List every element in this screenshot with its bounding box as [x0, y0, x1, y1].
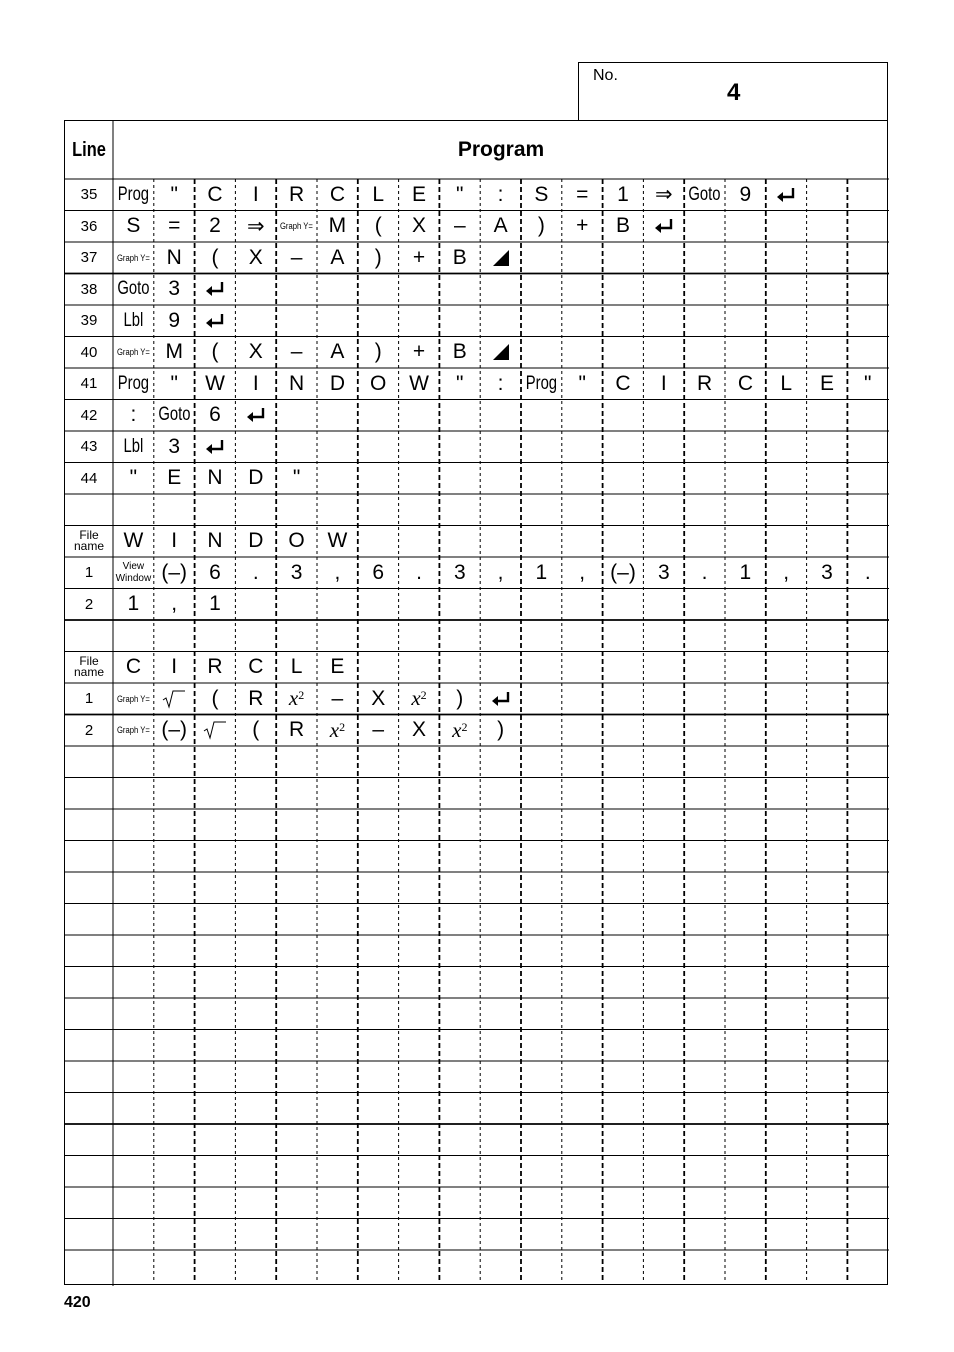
- program-char: O: [288, 529, 305, 553]
- graph-command: Graph Y=: [116, 725, 150, 736]
- program-char: L: [372, 182, 385, 206]
- superscript-two: 2: [339, 719, 346, 734]
- line-label: [65, 778, 113, 810]
- line-label: 44: [80, 469, 98, 487]
- line-label: [65, 1061, 113, 1093]
- line-label: File name: [73, 654, 105, 680]
- program-char: 3: [168, 277, 181, 301]
- program-char: 1: [739, 560, 752, 584]
- program-char: D: [248, 466, 264, 490]
- program-char: I: [171, 529, 178, 553]
- program-char: –: [290, 340, 303, 364]
- command-keyword: Prog: [525, 372, 558, 394]
- program-char: N: [207, 466, 223, 490]
- line-label: [65, 935, 113, 967]
- program-char: 3: [821, 560, 833, 584]
- program-char: 3: [290, 560, 303, 584]
- program-char: +: [576, 214, 589, 238]
- line-label: [65, 746, 113, 778]
- x-squared-symbol: [439, 716, 480, 746]
- command-keyword: Lbl: [123, 435, 144, 457]
- line-label: 36: [80, 217, 98, 235]
- display-icon: [480, 338, 521, 368]
- program-char: R: [207, 655, 223, 679]
- program-char: (: [211, 245, 219, 269]
- line-label: 35: [80, 186, 98, 204]
- program-char: ,: [334, 560, 341, 584]
- program-char: :: [497, 182, 504, 206]
- number-box: [578, 62, 888, 120]
- program-char: (: [374, 214, 382, 238]
- program-char: R: [248, 686, 264, 710]
- line-label: [65, 494, 113, 526]
- program-char: N: [166, 245, 182, 269]
- program-char: (–): [610, 560, 636, 584]
- program-char: C: [207, 182, 223, 206]
- program-char: S: [534, 182, 549, 206]
- program-char: 2: [209, 214, 221, 238]
- program-char: L: [780, 371, 793, 395]
- program-char: B: [452, 340, 467, 364]
- newline-icon: [643, 212, 684, 242]
- line-label: 42: [80, 406, 98, 424]
- newline-icon: [195, 306, 236, 336]
- program-char: C: [615, 371, 631, 395]
- program-char: (: [252, 718, 260, 742]
- program-char: 6: [372, 560, 385, 584]
- line-label: [65, 841, 113, 873]
- program-char: ): [497, 718, 505, 742]
- program-char: X: [371, 686, 386, 710]
- program-char: –: [453, 214, 466, 238]
- program-char: –: [290, 245, 303, 269]
- line-label: [65, 1250, 113, 1282]
- program-char: X: [248, 245, 263, 269]
- program-char: 1: [127, 592, 140, 616]
- line-label: 40: [80, 343, 98, 361]
- line-label: 2: [84, 721, 94, 739]
- program-char: D: [329, 371, 345, 395]
- page-number: 420: [64, 1294, 91, 1311]
- program-char: I: [252, 182, 259, 206]
- superscript-two: 2: [298, 688, 305, 703]
- line-column-header: Line: [72, 138, 106, 161]
- command-keyword: Prog: [117, 183, 150, 205]
- line-label: 41: [80, 375, 98, 393]
- program-table: [64, 120, 888, 1285]
- line-label: [65, 1219, 113, 1251]
- line-label: [65, 620, 113, 652]
- program-char: N: [289, 371, 305, 395]
- program-char: ): [374, 245, 382, 269]
- program-char: A: [493, 214, 508, 238]
- program-char: ": [292, 466, 301, 490]
- display-icon: [480, 243, 521, 273]
- command-keyword: Lbl: [123, 309, 144, 331]
- program-char: D: [248, 529, 264, 553]
- program-char: ,: [579, 560, 586, 584]
- program-char: W: [409, 371, 429, 395]
- program-char: 1: [617, 182, 629, 206]
- line-label: 37: [80, 249, 98, 267]
- program-char: X: [411, 718, 426, 742]
- graph-command: Graph Y=: [280, 221, 313, 232]
- line-label: [65, 1124, 113, 1156]
- program-char: W: [327, 529, 348, 553]
- line-label: [65, 809, 113, 841]
- newline-icon: [766, 180, 807, 210]
- line-label: [65, 1156, 113, 1188]
- newline-icon: [235, 401, 276, 431]
- program-char: –: [331, 686, 344, 710]
- program-char: ": [170, 182, 178, 206]
- program-char: C: [737, 371, 753, 395]
- line-label: File name: [73, 528, 105, 554]
- program-char: L: [290, 655, 303, 679]
- program-char: E: [819, 371, 834, 395]
- program-char: A: [330, 340, 345, 364]
- x-squared-symbol: [317, 716, 358, 746]
- program-char: M: [165, 340, 183, 364]
- x-squared-base: x: [452, 717, 462, 742]
- line-label: 1: [84, 690, 94, 708]
- program-char: B: [615, 214, 630, 238]
- program-char: ⇒: [654, 183, 673, 207]
- command-keyword: Prog: [117, 372, 150, 394]
- program-column-header: Program: [457, 138, 545, 161]
- program-char: 3: [657, 560, 670, 584]
- line-label: 1: [84, 564, 94, 582]
- line-label: [65, 1187, 113, 1219]
- program-char: .: [252, 560, 259, 584]
- program-char: +: [412, 340, 426, 364]
- program-char: S: [126, 214, 141, 238]
- program-char: C: [125, 655, 141, 679]
- program-char: 3: [168, 434, 181, 458]
- program-char: (: [211, 686, 219, 710]
- program-char: (: [211, 340, 219, 364]
- program-char: E: [330, 655, 345, 679]
- program-char: I: [171, 655, 178, 679]
- program-char: ": [170, 371, 178, 395]
- number-value: 4: [727, 79, 741, 106]
- program-char: ": [864, 371, 872, 395]
- command-keyword: Goto: [158, 404, 191, 426]
- program-char: +: [412, 245, 426, 269]
- program-char: M: [328, 214, 347, 238]
- view-window-command: View Window: [115, 560, 152, 584]
- program-char: R: [289, 718, 305, 742]
- program-char: 6: [209, 560, 221, 584]
- sqrt-icon: [195, 716, 236, 746]
- program-char: 1: [209, 592, 221, 616]
- program-char: ": [129, 466, 138, 490]
- program-char: N: [207, 529, 223, 553]
- superscript-two: 2: [461, 719, 468, 734]
- program-char: 9: [739, 182, 752, 206]
- program-char: :: [130, 403, 137, 427]
- newline-icon: [195, 275, 236, 305]
- program-char: W: [205, 371, 225, 395]
- line-label: [65, 1030, 113, 1062]
- program-char: ": [578, 371, 586, 395]
- program-char: R: [697, 371, 713, 395]
- program-char: ⇒: [246, 214, 265, 238]
- superscript-two: 2: [420, 688, 427, 703]
- graph-command: Graph Y=: [116, 252, 150, 263]
- program-char: ,: [783, 560, 790, 584]
- program-char: ,: [497, 560, 504, 584]
- program-char: 9: [168, 308, 181, 332]
- line-label: [65, 967, 113, 999]
- line-label: [65, 998, 113, 1030]
- program-char: 3: [453, 560, 466, 584]
- program-char: 6: [209, 403, 221, 427]
- number-label: No.: [593, 67, 618, 84]
- program-char: .: [864, 560, 871, 584]
- line-label: 2: [84, 595, 94, 613]
- program-char: A: [330, 245, 345, 269]
- sqrt-icon: [154, 684, 195, 714]
- newline-icon: [480, 684, 521, 714]
- program-char: (–): [161, 718, 188, 742]
- x-squared-symbol: [399, 684, 440, 714]
- program-char: 1: [535, 560, 548, 584]
- program-char: I: [252, 371, 259, 395]
- program-char: E: [167, 466, 182, 490]
- program-char: =: [576, 182, 589, 206]
- x-squared-base: x: [329, 717, 340, 742]
- program-char: C: [248, 655, 264, 679]
- program-char: =: [168, 214, 181, 238]
- program-char: ): [374, 340, 382, 364]
- program-char: (–): [161, 560, 188, 584]
- program-char: ): [537, 214, 545, 238]
- x-squared-symbol: [276, 684, 317, 714]
- program-char: E: [411, 182, 426, 206]
- x-squared-base: x: [288, 686, 299, 711]
- command-keyword: Goto: [117, 278, 150, 300]
- program-char: R: [289, 182, 305, 206]
- line-label: 39: [80, 312, 98, 330]
- newline-icon: [195, 432, 236, 462]
- program-char: C: [329, 182, 345, 206]
- line-label: [65, 1093, 113, 1125]
- line-label: 43: [80, 438, 98, 456]
- program-char: I: [660, 371, 667, 395]
- program-char: W: [123, 529, 144, 553]
- program-char: .: [416, 560, 422, 584]
- x-squared-base: x: [411, 686, 421, 711]
- program-char: .: [701, 560, 708, 584]
- program-char: ": [456, 182, 464, 206]
- program-char: X: [248, 340, 263, 364]
- program-char: O: [370, 371, 387, 395]
- line-label: 38: [80, 280, 98, 298]
- program-char: –: [372, 718, 385, 742]
- program-char: X: [411, 214, 426, 238]
- program-char: ): [456, 686, 464, 710]
- graph-command: Graph Y=: [116, 693, 150, 704]
- graph-command: Graph Y=: [116, 347, 150, 358]
- program-char: ,: [171, 592, 178, 616]
- program-char: :: [497, 371, 504, 395]
- program-char: ": [456, 371, 464, 395]
- line-label: [65, 872, 113, 904]
- program-char: B: [452, 245, 467, 269]
- command-keyword: Goto: [688, 183, 721, 205]
- line-label: [65, 904, 113, 936]
